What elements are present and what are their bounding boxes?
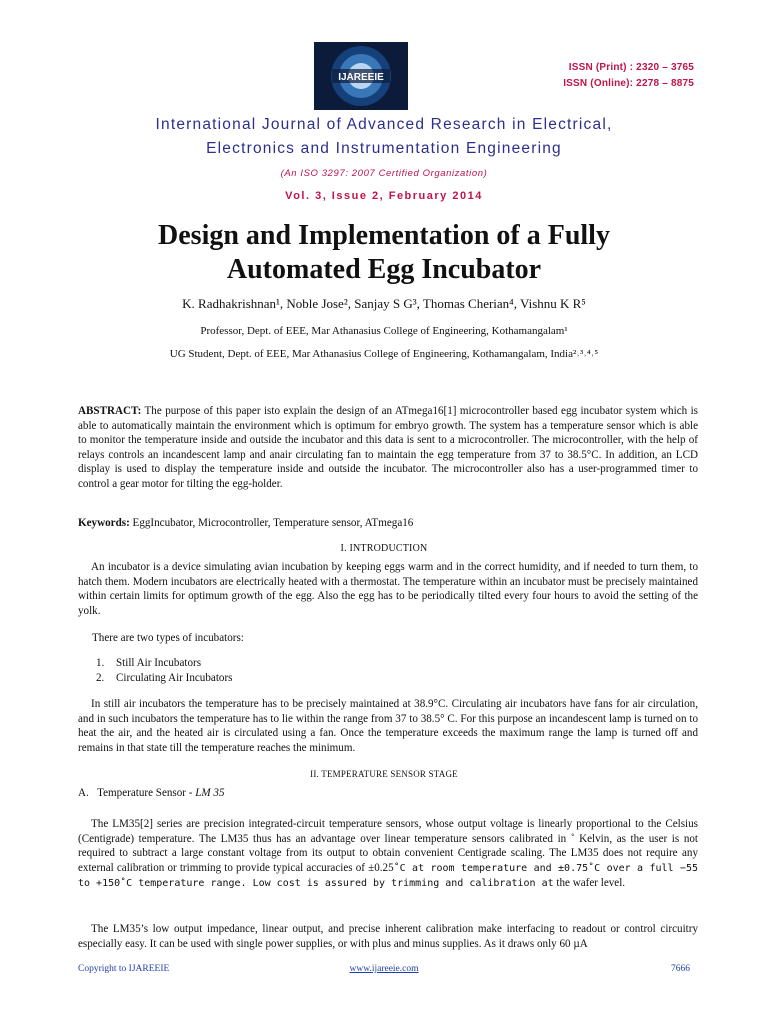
journal-logo — [314, 42, 408, 110]
journal-title-line-1: International Journal of Advanced Research in Electrical, — [155, 116, 613, 133]
affiliation-2: UG Student, Dept. of EEE, Mar Athanasius College of Engineering, Kothamangalam, India²˒³˒⁴˒⁵ — [169, 348, 599, 360]
paper-title-line-2: Automated Egg Incubator — [226, 254, 542, 285]
journal-title-line-2: Electronics and Instrumentation Engineering — [206, 140, 562, 157]
introduction-paragraph: An incubator is a device simulating avian incubation by keeping eggs warm and in the correct humidity, and if needed to turn them, to hatch them. Modern incubators are electrically heated with a thermostat. The temperature within an incubator must be precisely maintained within certain limits for optimum growth of the egg. Also the egg has to be periodically tilted every four hours to avoid the setting of the yolk. — [78, 561, 698, 617]
list-item: 1. Still Air Incubators — [96, 657, 202, 669]
issn-online: ISSN (Online): 2278 – 8875 — [563, 78, 694, 89]
footer-copyright: Copyright to IJAREEIE — [78, 964, 170, 974]
keywords-text: EggIncubator, Microcontroller, Temperature sensor, ATmega16 — [129, 517, 414, 529]
subsection-heading: A. Temperature Sensor - LM 35 — [78, 787, 225, 799]
abstract-label: ABSTRACT: — [78, 405, 142, 417]
list-item: 2. Circulating Air Incubators — [96, 671, 233, 684]
section-heading-introduction: I. INTRODUCTION — [340, 543, 428, 554]
issn-print: ISSN (Print) : 2320 – 3765 — [568, 62, 694, 73]
footer-website-link[interactable]: www.ijareeie.com — [349, 964, 419, 974]
affiliation-1: Professor, Dept. of EEE, Mar Athanasius College of Engineering, Kothamangalam¹ — [200, 325, 568, 337]
abstract-text: The purpose of this paper isto explain the design of an ATmega16[1] microcontroller based egg incubator system which is able to automatically maintain the environment which is optimum for embryo growth. The system has a temperature sensor which is able to monitor the temperature inside and outside the incubator and this data is sent to a microcontroller. The microcontroller, with the help of relays controls an incandescent lamp and anair circulating fan to maintain the egg temperature from 37 to 38.5°C. In addition, an LCD display is used to display the temperature inside and outside the incubator. The microcontroller also has a user-programmed timer to control a gear motor for tilting the egg-holder. — [78, 405, 698, 490]
volume-issue: Vol. 3, Issue 2, February 2014 — [285, 190, 483, 202]
types-intro-text: There are two types of incubators: — [92, 632, 244, 644]
still-air-paragraph: In still air incubators the temperature has to be precisely maintained at 38.9°C. Circulating air incubators have fans for air circulation, and in such incubators the temperature has to lie within the range from 37 to 38.5° C. For this purpose an incandescent lamp is turned on to heat the air, and the heated air is circulated using a fan. Once the temperature exceeds the maximum range the lamp is turned off and remains in that state till the temperature reaches the minimum. — [78, 698, 698, 754]
iso-certification: (An ISO 3297: 2007 Certified Organization) — [280, 168, 488, 179]
section-heading-temperature-sensor: II. TEMPERATURE SENSOR STAGE — [310, 769, 458, 779]
lm35-paragraph-2: The LM35’s low output impedance, linear output, and precise inherent calibration make interfacing to readout or control circuitry especially easy. It can be used with single power supplies, or with plus and minus supplies. As it draws only 60 µA — [78, 923, 698, 950]
paper-title-line-1: Design and Implementation of a Fully — [158, 220, 610, 251]
keywords-label: Keywords: — [78, 517, 130, 529]
incubator-types-list — [96, 656, 232, 685]
footer-page-number: 7666 — [671, 964, 690, 974]
author-list: K. Radhakrishnan¹, Noble Jose², Sanjay S G³, Thomas Cherian⁴, Vishnu K R⁵ — [182, 296, 586, 311]
keywords — [78, 516, 698, 531]
logo-text: IJAREEIE — [338, 72, 384, 83]
lm35-paragraph-1: The LM35[2] series are precision integrated-circuit temperature sensors, whose output voltage is linearly proportional to the Celsius (Centigrade) temperature. The LM35 thus has an advantage over linear temperature sensors calibrated in ˚ Kelvin, as the user is not required to subtract a large constant voltage from its output to obtain convenient Centigrade scaling. The LM35 does not require any external calibration or trimming to provide typical accuracies of ±0.25˚C at room temperature and ±0.75˚C over a full −55 to +150˚C temperature range. Low cost is assured by trimming and calibration at the wafer level. — [78, 818, 698, 890]
abstract — [78, 404, 698, 492]
